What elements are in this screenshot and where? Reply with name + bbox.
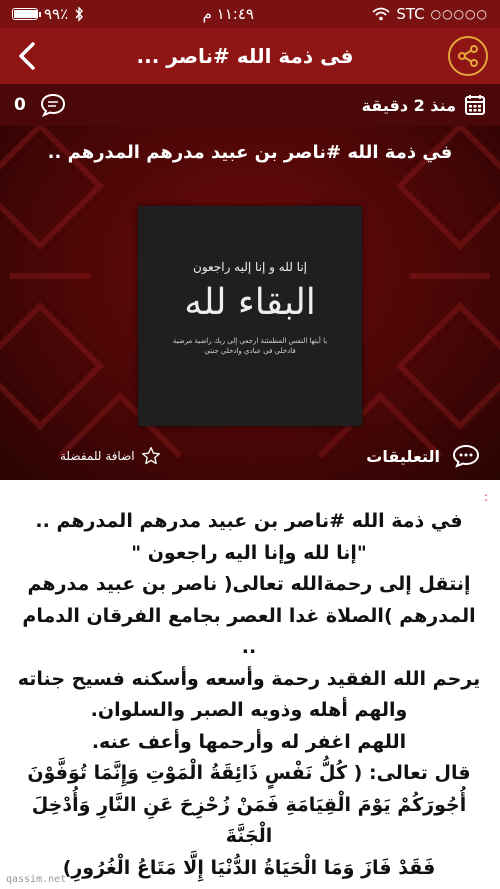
battery-fill [14, 10, 38, 18]
chevron-left-icon [17, 41, 37, 71]
favorite-label: اضافة للمفضلة [60, 449, 135, 463]
hero-section [0, 126, 500, 480]
status-left [12, 5, 84, 23]
body-line: "إنا لله وإنا اليه راجعون " [131, 541, 367, 564]
back-button[interactable] [12, 36, 42, 76]
chat-bubble-icon [452, 444, 480, 468]
nav-bar [0, 28, 500, 84]
time-ago: منذ 2 دقيقة [361, 95, 456, 115]
body-line: يرحم الله الفقيد رحمة وأسعه وأسكنه فسيح جناته [17, 667, 481, 690]
comment-count: 0 [14, 95, 26, 115]
carrier-name: STC [396, 5, 425, 23]
body-text [14, 506, 484, 884]
body-line: اللهم اغفر له وأرحمها وأعف عنه. [91, 730, 407, 753]
body-line: قال تعالى: ( كُلُّ نَفْسٍ ذَائِقَةُ الْمَوْتِ وَإِنَّمَا تُوَفَّوْنَ [27, 762, 471, 784]
star-icon [141, 446, 161, 466]
comments-button[interactable] [366, 444, 480, 468]
hero-actions [0, 438, 500, 474]
speech-bubble-icon [40, 93, 66, 117]
image-line-4: فادخلي في عبادي وادخلي جنتي [204, 347, 296, 355]
image-line-3: يا أيتها النفس المطمئنة ارجعي إلى ربك راضية مرضية [172, 337, 328, 345]
image-line-2: البقاء لله [184, 282, 316, 323]
battery-percent: ٩٩٪ [44, 5, 69, 23]
post-title: في ذمة الله #ناصر بن عبيد مدرهم المدرهم .. [47, 142, 453, 163]
post-body [0, 480, 500, 889]
add-favorite-button[interactable] [60, 446, 161, 466]
body-line: في ذمة الله #ناصر بن عبيد مدرهم المدرهم .. [35, 510, 463, 532]
clock: ١١:٤٩ م [202, 5, 254, 23]
nav-title: فى ذمة الله #ناصر ... [136, 44, 354, 68]
share-button[interactable] [448, 36, 488, 76]
body-line: أُجُورَكُمْ يَوْمَ الْقِيَامَةِ فَمَنْ زُحْزِحَ عَنِ النَّارِ وَأُدْخِلَ الْجَنَّةَ [31, 793, 467, 847]
watermark: qassim.net [6, 874, 67, 885]
signal-dots: ○○○○○ [430, 7, 488, 21]
status-right [372, 5, 488, 23]
comments-label: التعليقات [366, 446, 440, 466]
image-line-1: إنا لله و إنا إليه راجعون [193, 260, 307, 274]
share-icon [456, 44, 480, 68]
post-image[interactable] [138, 206, 362, 426]
body-line: إنتقل إلى رحمةالله تعالى( ناصر بن عبيد مدرهم [27, 573, 471, 595]
status-bar [0, 0, 500, 28]
body-line: والهم أهله وذويه الصبر والسلوان. [90, 699, 408, 721]
bluetooth-icon [74, 6, 84, 22]
calendar-icon [464, 94, 486, 116]
post-time [362, 94, 486, 116]
body-mark: : [483, 490, 488, 504]
body-line: فَقَدْ فَازَ وَمَا الْحَيَاةُ الدُّنْيَا إِلَّا مَتَاعُ الْغُرُورِ) [62, 856, 436, 879]
wifi-icon [372, 7, 390, 21]
meta-bar [0, 84, 500, 126]
battery-icon [12, 8, 38, 20]
comment-counter[interactable] [14, 93, 66, 117]
body-line: المدرهم )الصلاة غدا العصر بجامع الفرقان الدمام .. [22, 604, 476, 658]
